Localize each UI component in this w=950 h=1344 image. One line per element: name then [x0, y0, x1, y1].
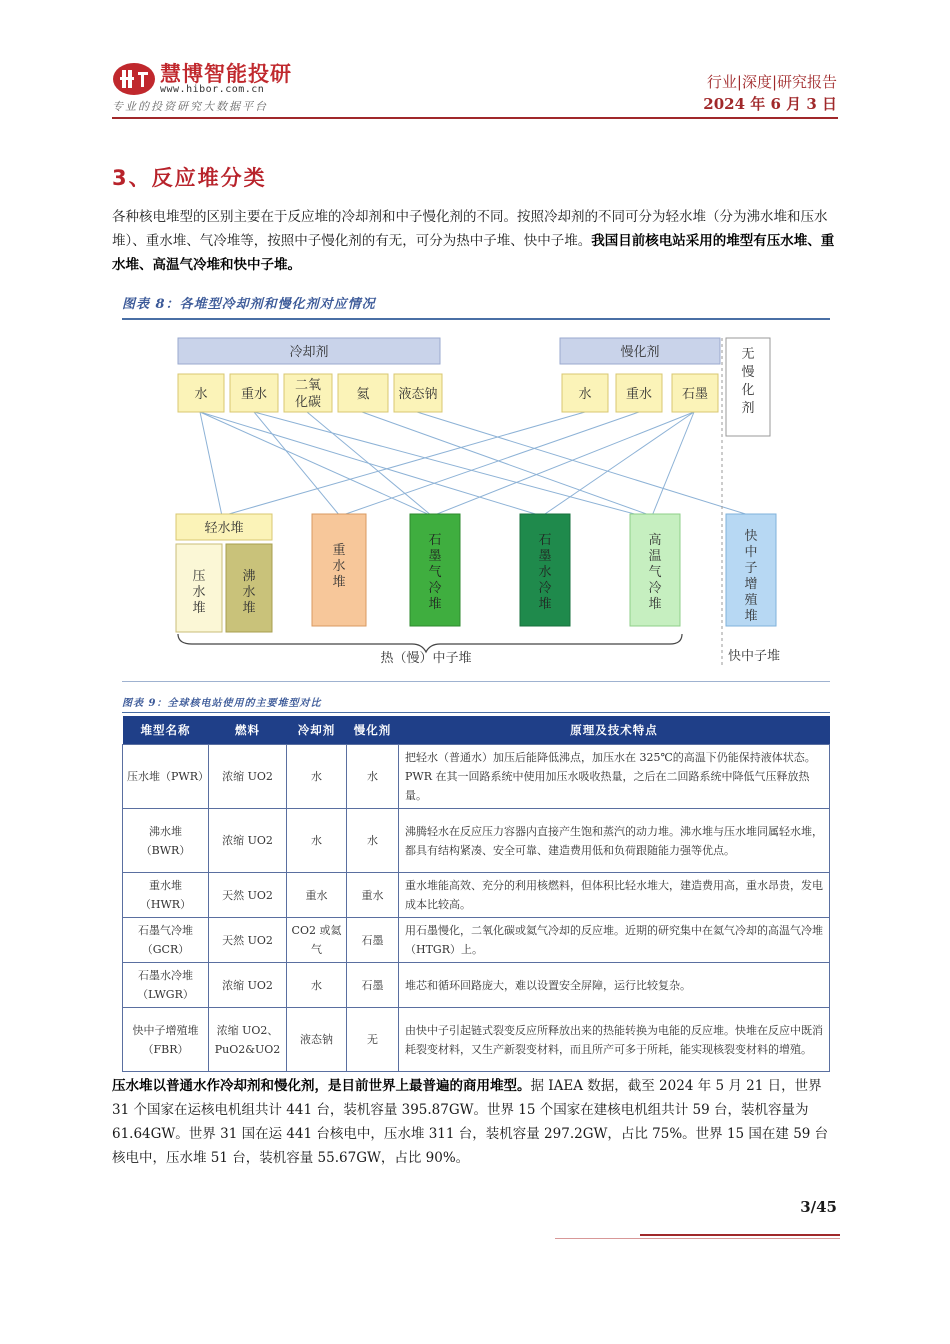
thermal-brace: [178, 634, 682, 652]
reactor-comparison-table: [122, 716, 830, 1072]
svg-text:快: 快: [744, 529, 758, 544]
moderator-label: 慢化剂: [620, 345, 660, 360]
footer-line-thick: [640, 1234, 840, 1236]
svg-text:增: 增: [744, 577, 758, 592]
col-desc: 原理及技术特点: [399, 716, 830, 745]
intro-paragraph: [112, 205, 840, 277]
intro-bold-text: 我国目前核电站采用的堆型有压水堆、重水堆、高温气冷堆和快中子堆。: [112, 233, 835, 273]
coolant-boxes: [178, 374, 442, 412]
svg-text:子: 子: [744, 561, 758, 576]
svg-text:堆: 堆: [744, 609, 758, 624]
intro-text: 各种核电堆型的区别主要在于反应堆的冷却剂和中子慢化剂的不同。按照冷却剂的不同可分为轻水堆（分为沸水堆和压水堆）、重水堆、气冷堆等，按照中子慢化剂的有无，可分为热中子堆、快中子堆。: [112, 209, 828, 249]
svg-text:温: 温: [648, 549, 662, 564]
figure8-caption: 图表 8：各堆型冷却剂和慢化剂对应情况: [122, 297, 376, 312]
svg-text:无: 无: [741, 347, 755, 362]
svg-text:墨: 墨: [428, 549, 442, 564]
connection-lines: [200, 412, 752, 516]
svg-text:水: 水: [538, 565, 552, 580]
svg-text:水: 水: [332, 559, 346, 574]
svg-text:冷: 冷: [538, 581, 552, 596]
report-type: 行业|深度|研究报告: [706, 73, 837, 91]
svg-text:重: 重: [332, 543, 346, 558]
col-moderator: 慢化剂: [347, 716, 399, 745]
svg-text:堆: 堆: [192, 601, 206, 616]
svg-text:化碳: 化碳: [294, 395, 322, 410]
page-number: 3/45: [800, 1198, 837, 1216]
svg-text:气: 气: [428, 565, 442, 580]
col-fuel: 燃料: [209, 716, 287, 745]
table-row: 石墨气冷堆（GCR） 天然 UO2 CO2 或氦气 石墨 用石墨慢化，二氧化碳或氦气冷却的反应堆。近期的研究集中在氦气冷却的高温气冷堆（HTGR）上。: [123, 918, 830, 963]
logo-url[interactable]: www.hibor.com.cn: [160, 84, 265, 95]
col-name: 堆型名称: [123, 716, 209, 745]
svg-text:堆: 堆: [538, 597, 552, 612]
coolant-sodium: 液态钠: [398, 387, 438, 402]
svg-text:石: 石: [428, 533, 442, 548]
svg-text:墨: 墨: [538, 549, 552, 564]
svg-text:堆: 堆: [648, 597, 662, 612]
svg-text:殖: 殖: [744, 593, 758, 608]
col-coolant: 冷却剂: [287, 716, 347, 745]
pwr-text: 据 IAEA 数据，截至 2024 年 5 月 21 日，世界 31 个国家在运核电机组共计 441 台，装机容量 395.87GW。世界 15 个国家在建核电机组共计 59 台，装机容量为 61.64GW。世界 31 国在运 441 台核电中，压水堆 311 台，装机容量 297.2GW，占比 75%。世界 15 国在建 59 台核电中，压水堆 51 台，装机容量 55.67GW，占比 90%。: [112, 1078, 829, 1166]
thermal-reactor-label: 热（慢）中子堆: [380, 651, 472, 666]
figure9-caption: 图表 9：全球核电站使用的主要堆型对比: [122, 698, 322, 709]
svg-text:中: 中: [744, 545, 758, 560]
svg-text:高: 高: [648, 533, 662, 548]
svg-text:剂: 剂: [741, 401, 755, 416]
table-row: 压水堆（PWR） 浓缩 UO2 水 水 把轻水（普通水）加压后能降低沸点，加压水在 325℃的高温下仍能保持液体状态。PWR 在其一回路系统中使用加压水吸收热量，之后在二回路系统中降低气压释放热量。: [123, 745, 830, 809]
coolant-helium: 氦: [356, 387, 370, 402]
moderator-graphite: 石墨: [681, 387, 709, 402]
header-divider: [112, 117, 838, 119]
moderator-boxes: [562, 374, 718, 412]
svg-text:冷: 冷: [648, 581, 662, 596]
svg-text:气: 气: [648, 565, 662, 580]
section-title: 3、反应堆分类: [112, 166, 267, 190]
svg-text:堆: 堆: [242, 601, 256, 616]
pwr-paragraph: [112, 1074, 840, 1170]
svg-text:冷: 冷: [428, 581, 442, 596]
svg-text:慢: 慢: [741, 365, 755, 380]
fast-reactor-label: 快中子堆: [727, 649, 781, 664]
svg-text:堆: 堆: [332, 575, 346, 590]
coolant-heavy-water: 重水: [240, 387, 268, 402]
table-row: 重水堆（HWR） 天然 UO2 重水 重水 重水堆能高效、充分的利用核燃料，但体积比轻水堆大，建造费用高，重水昂贵，发电成本比较高。: [123, 873, 830, 918]
table-row: 石墨水冷堆（LWGR） 浓缩 UO2 水 石墨 堆芯和循环回路庞大，难以设置安全屏障，运行比较复杂。: [123, 963, 830, 1008]
logo-name: 慧博智能投研: [160, 62, 292, 86]
svg-text:沸: 沸: [242, 569, 256, 584]
table-row: 快中子增殖堆（FBR） 浓缩 UO2、PuO2&UO2 液态钠 无 由快中子引起链式裂变反应所释放出来的热能转换为电能的反应堆。快堆在反应中既消耗裂变材料，又生产新裂变材料，而且所产可多于所耗，能实现核裂变材料的增殖。: [123, 1008, 830, 1072]
coolant-label: 冷却剂: [289, 345, 329, 360]
moderator-heavy-water: 重水: [625, 387, 653, 402]
figure8-bottom-line: [122, 681, 830, 682]
reactor-classification-diagram: [122, 326, 830, 672]
pwr-bold-text: 压水堆以普通水作冷却剂和慢化剂，是目前世界上最普遍的商用堆型。: [112, 1078, 531, 1094]
coolant-water: 水: [194, 387, 208, 402]
figure8-caption-line: [122, 318, 830, 320]
report-date: 2024 年 6 月 3 日: [703, 95, 837, 113]
svg-text:二氧: 二氧: [294, 378, 322, 393]
figure9-caption-line: [122, 712, 830, 713]
table-header-row: [123, 716, 830, 745]
svg-text:石: 石: [538, 533, 552, 548]
svg-text:压: 压: [192, 569, 206, 584]
hibor-logo-icon: [112, 62, 156, 96]
light-water-label: 轻水堆: [204, 521, 244, 536]
logo-slogan: 专业的投资研究大数据平台: [112, 100, 268, 113]
svg-text:化: 化: [741, 383, 755, 398]
svg-text:堆: 堆: [428, 597, 442, 612]
table-row: 沸水堆（BWR） 浓缩 UO2 水 水 沸腾轻水在反应压力容器内直接产生饱和蒸汽的动力堆。沸水堆与压水堆同属轻水堆，都具有结构紧凑、安全可靠、建造费用低和负荷跟随能力强等优点。: [123, 809, 830, 873]
footer-line-thin: [555, 1238, 840, 1239]
moderator-water: 水: [578, 387, 592, 402]
svg-text:水: 水: [242, 585, 256, 600]
svg-text:水: 水: [192, 585, 206, 600]
